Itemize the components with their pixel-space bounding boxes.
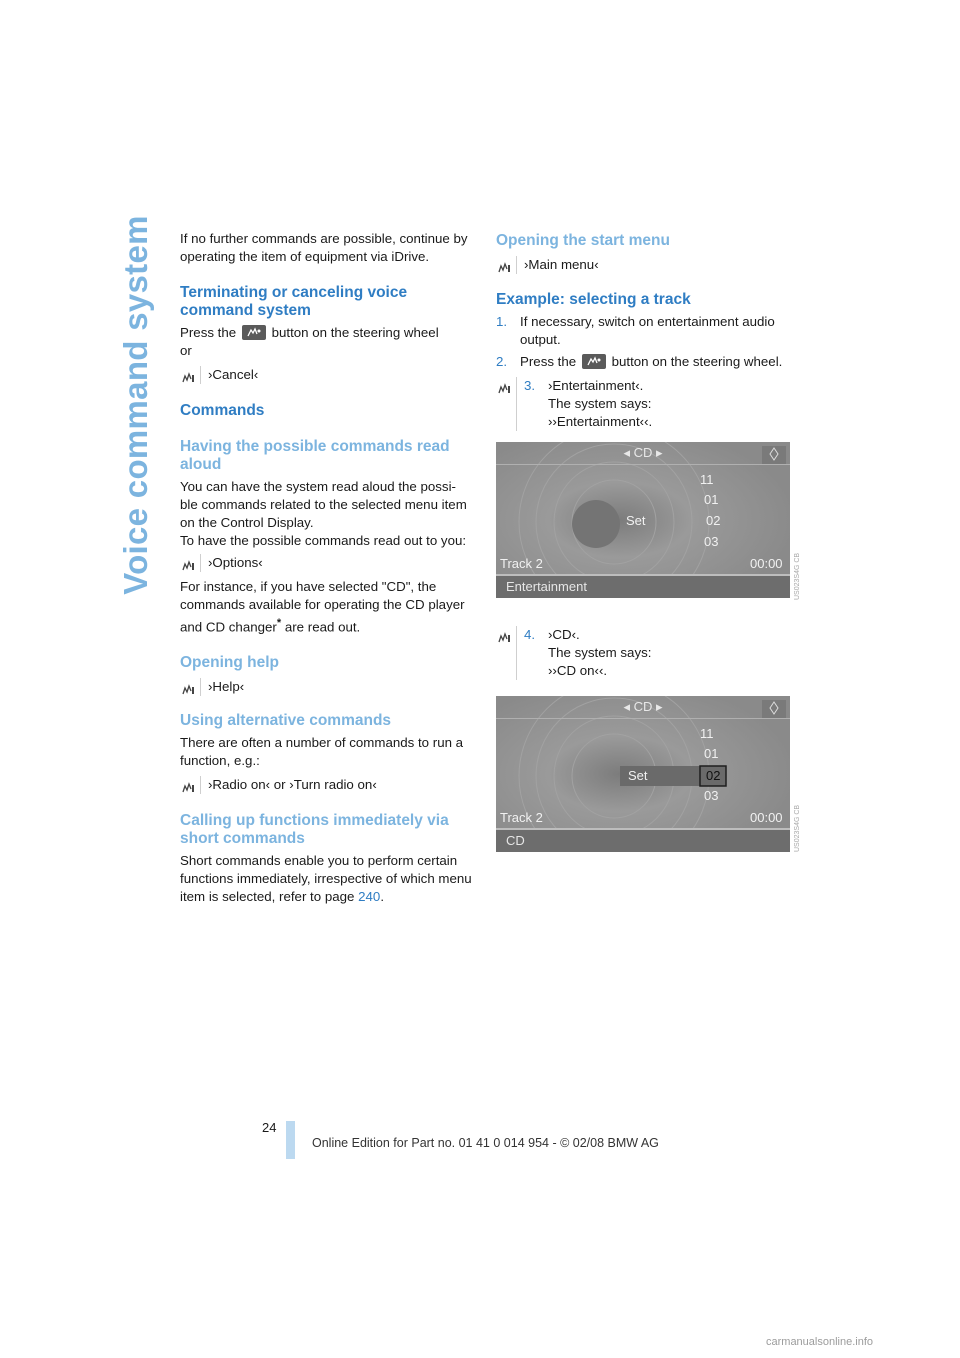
command-cancel: ›Cancel‹ xyxy=(180,366,472,384)
command-help: ›Help‹ xyxy=(180,678,472,696)
screen-time: 00:00 xyxy=(750,556,783,571)
voice-command-icon xyxy=(498,381,512,399)
screen-source-bar: ◂ CD ▸ xyxy=(623,445,663,460)
screen-center-label: Set xyxy=(626,513,646,528)
step-1: 1. If necessary, switch on entertainment audio output. xyxy=(496,314,775,347)
command-radio: ›Radio on‹ or ›Turn radio on‹ xyxy=(180,776,472,794)
screen-menu-title: Entertainment xyxy=(496,576,790,598)
heading-terminate: Terminating or canceling voice command system xyxy=(180,284,408,319)
heading-help: Opening help xyxy=(180,654,280,672)
screen-time: 00:00 xyxy=(750,810,783,825)
voice-command-icon xyxy=(182,780,196,798)
screen-item: 01 xyxy=(704,746,719,761)
footer-accent-bar xyxy=(286,1121,295,1159)
heading-alternative: Using alternative commands xyxy=(180,712,392,730)
screen-center-label: Set xyxy=(628,768,648,783)
step-2: 2. Press the button on the steering wheel. xyxy=(496,354,783,369)
chapter-title: Voice command system xyxy=(117,215,155,595)
voice-command-icon xyxy=(182,370,196,388)
or-text: or xyxy=(180,343,192,358)
image-code-2: US023S4G CB xyxy=(794,804,801,852)
screen-item: 11 xyxy=(700,472,714,487)
heading-start-menu: Opening the start menu xyxy=(496,232,670,249)
watermark: carmanualsonline.info xyxy=(766,1336,874,1348)
screen-track: Track 2 xyxy=(500,556,543,571)
command-options: ›Options‹ xyxy=(180,554,472,572)
heading-short-commands: Calling up functions immediately via short commands xyxy=(180,812,449,848)
step-4: 4. ›CD‹. The system says: ››CD on‹‹. xyxy=(496,626,820,680)
intro-paragraph: If no further commands are possible, continue by operating the item of equipment via iDrive. xyxy=(180,231,468,264)
screen-source-bar: ◂ CD ▸ xyxy=(623,699,663,714)
screen-menu-title: CD xyxy=(496,830,790,852)
screen-item: 02 xyxy=(706,513,721,528)
step-3: 3. ›Entertainment‹. The system says: ››Entertainment‹‹. xyxy=(496,377,792,431)
command-main-menu: ›Main menu‹ xyxy=(496,256,792,274)
voice-button-icon xyxy=(582,354,606,369)
voice-command-icon xyxy=(498,630,512,648)
screen-item: 03 xyxy=(704,534,719,549)
screen-item-selected: 02 xyxy=(706,768,721,783)
screen-item: 01 xyxy=(704,492,719,507)
left-column xyxy=(180,230,472,906)
read-aloud-text-2: To have the possible commands read out to you: xyxy=(180,533,467,548)
press-button-line: Press the button on the steering wheel xyxy=(180,325,439,340)
page-link[interactable]: 240 xyxy=(358,889,381,905)
heading-example: Example: selecting a track xyxy=(496,291,691,308)
footer-edition-text: Online Edition for Part no. 01 41 0 014 954 - © 02/08 BMW AG xyxy=(312,1136,659,1150)
voice-command-icon xyxy=(182,682,196,700)
voice-command-icon xyxy=(182,558,196,576)
page-number: 24 xyxy=(262,1120,277,1135)
control-display-screenshot-1 xyxy=(496,442,790,598)
screen-track: Track 2 xyxy=(500,810,543,825)
control-display-screenshot-2 xyxy=(496,696,790,852)
image-code-1: US023S4G CB xyxy=(794,552,801,600)
right-column xyxy=(496,230,792,431)
screen-item: 11 xyxy=(700,726,714,741)
voice-button-icon xyxy=(242,325,266,340)
alternative-text: There are often a number of commands to run a function, e.g.: xyxy=(180,735,464,769)
short-commands-text: Short commands enable you to perform certain functions immediately, irrespective of which menu item is selected, refer to page 240. xyxy=(180,853,472,905)
heading-commands: Commands xyxy=(180,402,265,419)
read-aloud-text: You can have the system read aloud the possi-ble commands related to the selected menu item on the Control Display. xyxy=(180,479,467,530)
voice-command-icon xyxy=(498,260,512,278)
heading-read-aloud: Having the possible commands read aloud xyxy=(180,438,450,473)
asterisk-mark: * xyxy=(276,617,282,629)
screen-item: 03 xyxy=(704,788,719,803)
instance-text: For instance, if you have selected "CD", the commands available for operating the CD player and CD changer* are read out. xyxy=(180,579,465,635)
